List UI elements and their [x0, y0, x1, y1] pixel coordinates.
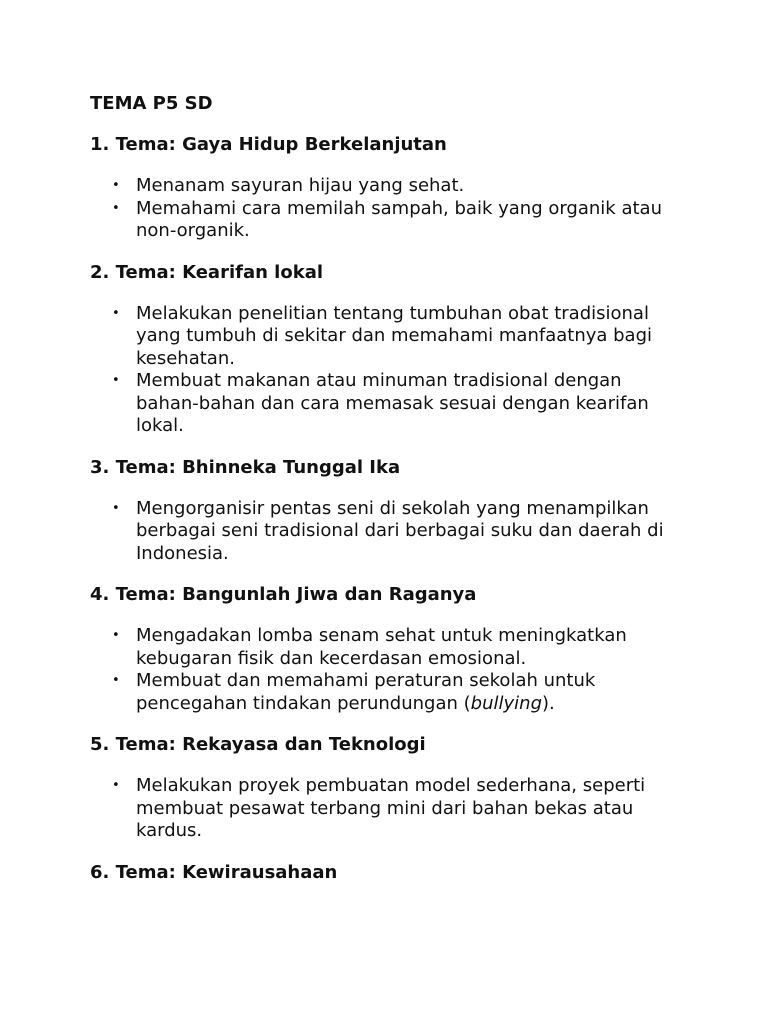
list-item — [90, 498, 676, 566]
list-item-text: Membuat makanan atau minuman tradisional dengan bahan-bahan dan cara memasak sesuai dengan kearifan lokal. — [136, 370, 649, 436]
bullet-icon: • — [112, 500, 120, 516]
section-3 — [90, 457, 678, 566]
list-item — [90, 175, 676, 198]
section-heading: 4. Tema: Bangunlah Jiwa dan Raganya — [90, 584, 477, 605]
bullet-icon: • — [112, 373, 120, 388]
list-item-text: Melakukan proyek pembuatan model sederhana, seperti membuat pesawat terbang mini dari bahan bekas atau kardus. — [136, 775, 646, 841]
list-item-text: Mengadakan lomba senam sehat untuk meningkatkan kebugaran fisik dan kecerdasan emosional. — [136, 625, 627, 669]
list-item-text: Mengorganisir pentas seni di sekolah yang menampilkan berbagai seni tradisional dari berbagai suku dan daerah di Indonesia. — [136, 497, 664, 564]
bullet-list — [90, 498, 678, 566]
list-item — [90, 198, 676, 243]
section-heading: 3. Tema: Bhinneka Tunggal Ika — [90, 456, 401, 478]
list-item — [90, 670, 676, 715]
list-item — [90, 625, 676, 670]
list-item — [90, 303, 676, 371]
section-heading: 5. Tema: Rekayasa dan Teknologi — [90, 734, 426, 755]
section-6 — [90, 862, 678, 884]
section-1 — [90, 134, 678, 243]
bullet-list — [90, 775, 678, 843]
list-item — [90, 775, 676, 843]
section-2 — [90, 262, 678, 438]
section-heading: 6. Tema: Kewirausahaan — [90, 861, 338, 883]
bullet-icon: • — [112, 178, 120, 193]
bullet-icon: • — [112, 628, 120, 643]
bullet-icon: • — [112, 673, 120, 688]
list-item-text-suffix: ). — [542, 692, 555, 714]
section-heading: 1. Tema: Gaya Hidup Berkelanjutan — [90, 134, 447, 155]
section-5 — [90, 734, 678, 843]
emphasis-text: bullying — [470, 692, 542, 714]
bullet-icon: • — [112, 305, 120, 321]
document-title: TEMA P5 SD — [90, 93, 213, 114]
list-item-text: Melakukan penelitian tentang tumbuhan obat tradisional yang tumbuh di sekitar dan memahami manfaatnya bagi kesehatan. — [136, 302, 653, 369]
bullet-icon: • — [112, 200, 120, 216]
bullet-list — [90, 175, 678, 243]
list-item-text: Membuat dan memahami peraturan sekolah untuk pencegahan tindakan perundungan ( — [136, 670, 596, 714]
list-item-text: Menanam sayuran hijau yang sehat. — [136, 175, 465, 196]
bullet-list — [90, 303, 678, 438]
section-4 — [90, 584, 678, 715]
bullet-icon: • — [112, 778, 120, 793]
bullet-list — [90, 625, 678, 715]
list-item — [90, 370, 676, 438]
section-heading: 2. Tema: Kearifan lokal — [90, 261, 324, 283]
list-item-text: Memahami cara memilah sampah, baik yang organik atau non-organik. — [136, 197, 662, 241]
